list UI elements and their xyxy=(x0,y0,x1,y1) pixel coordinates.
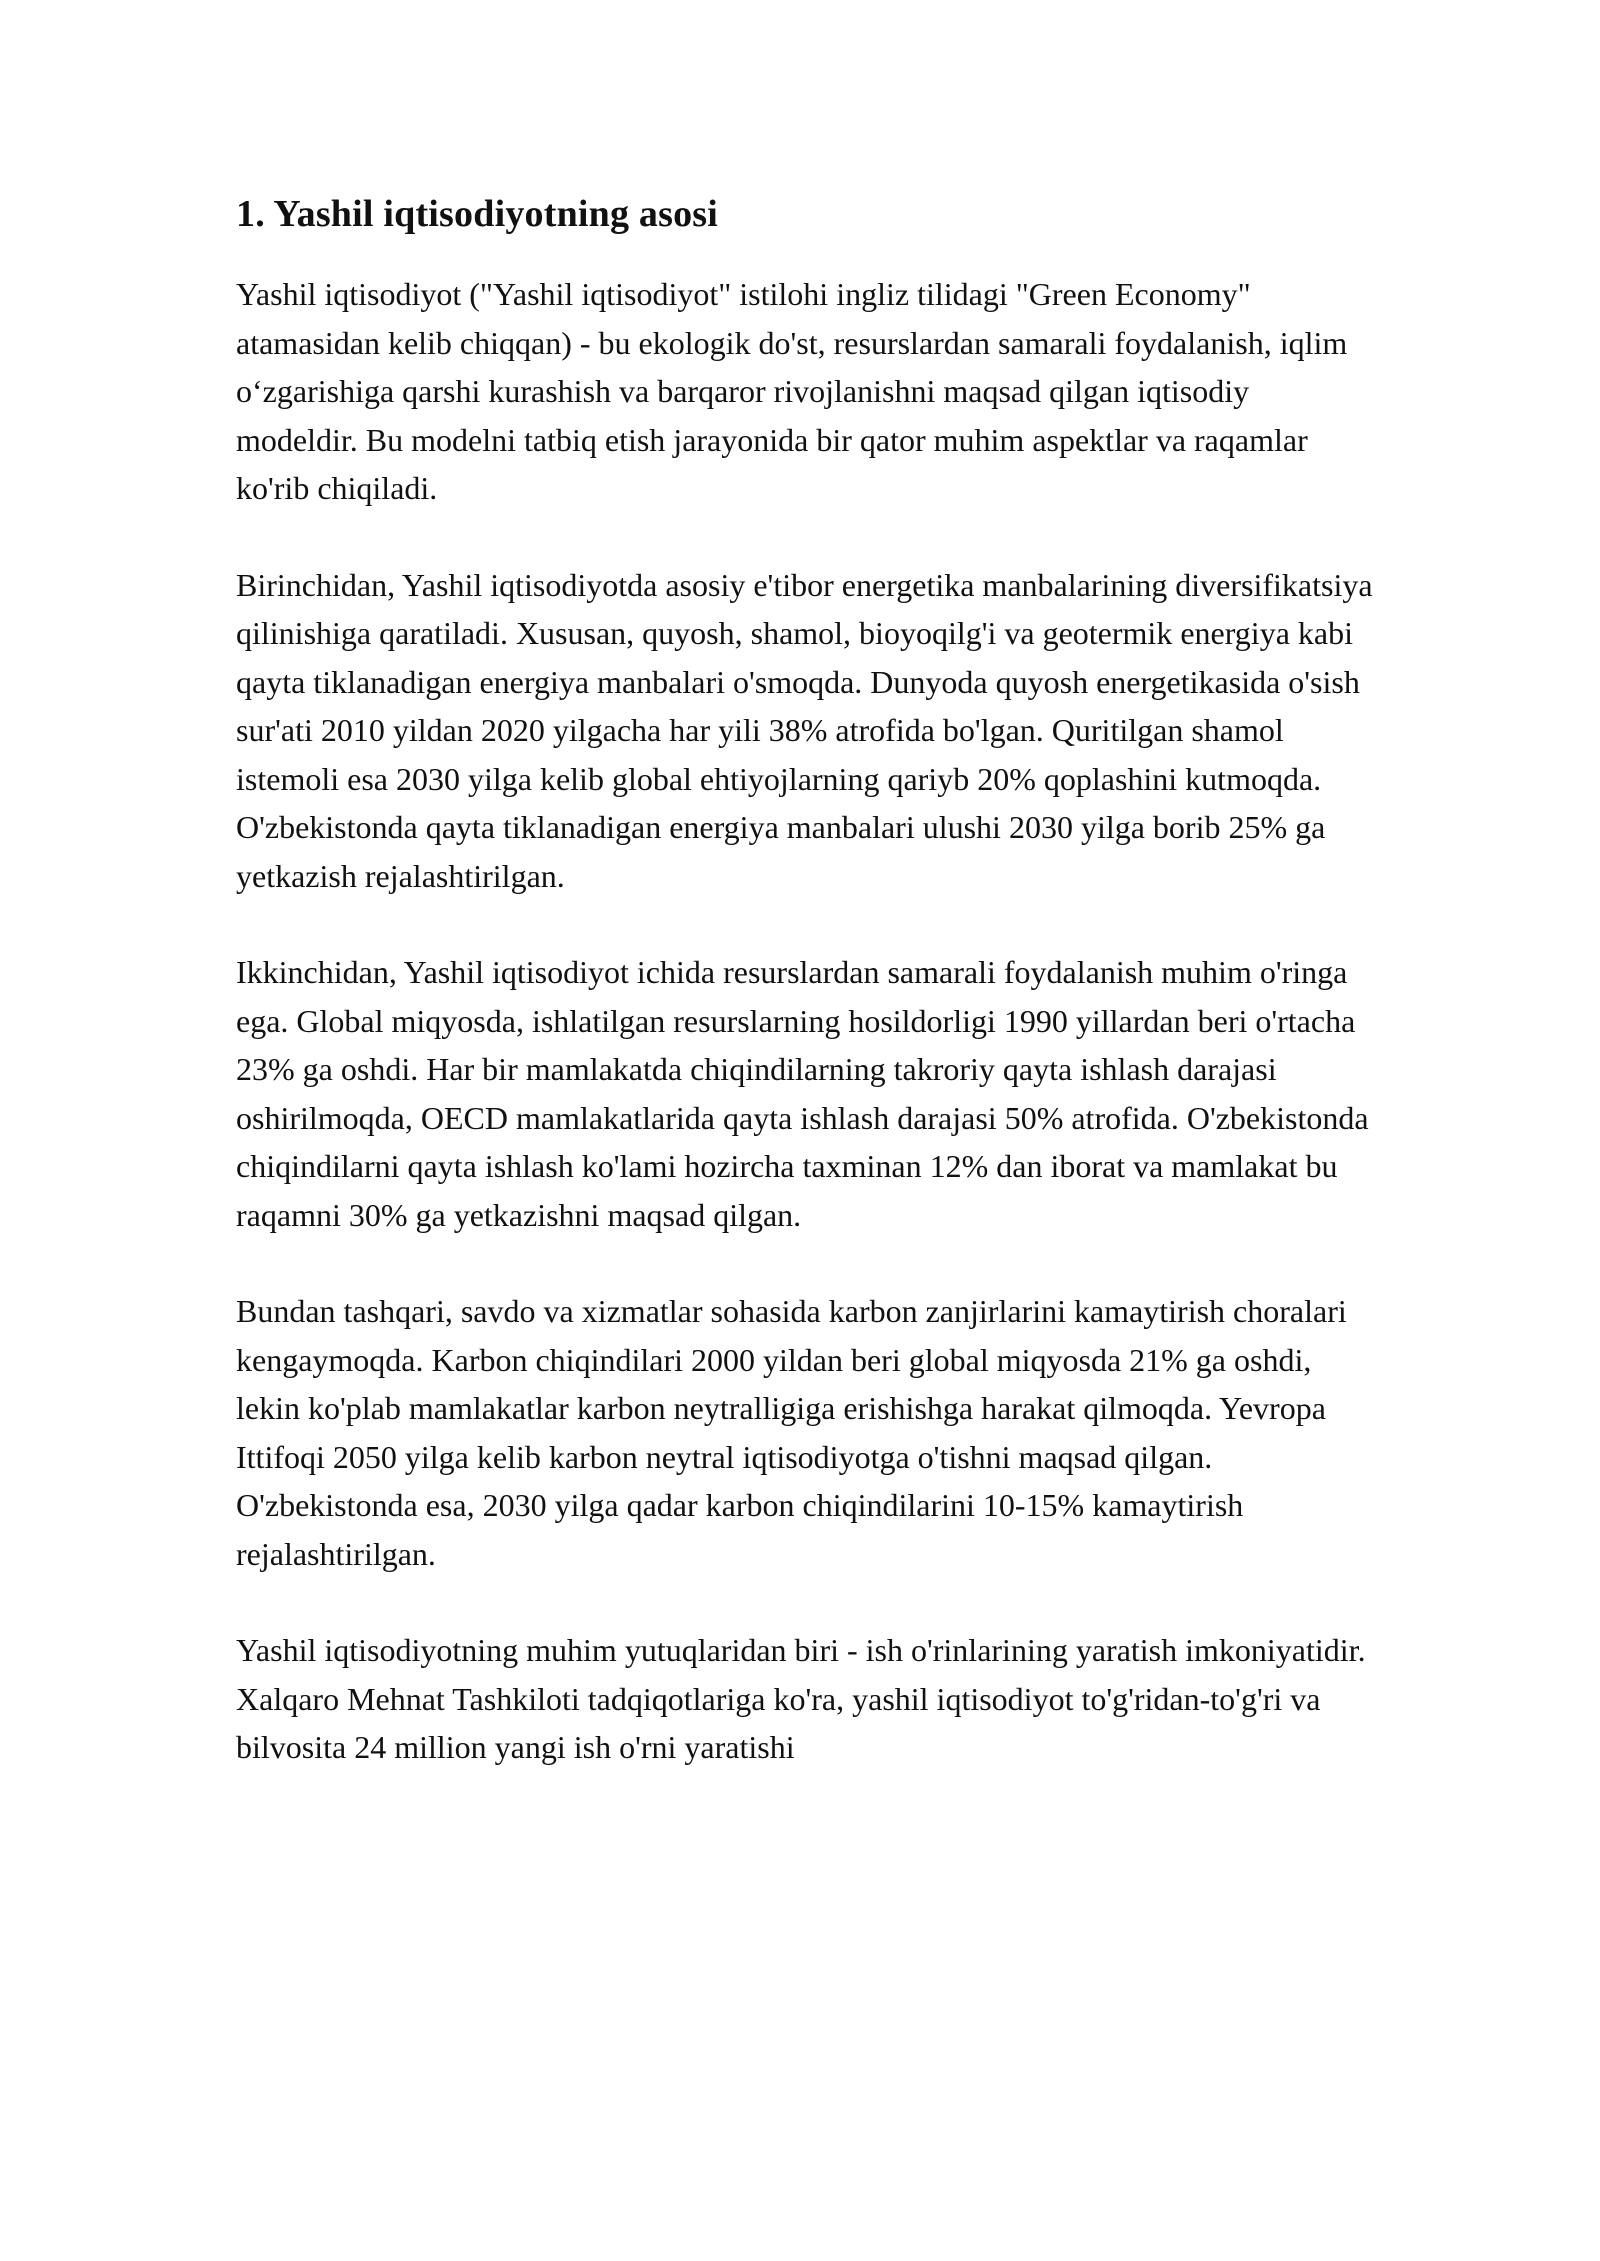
document-body xyxy=(236,188,1376,1820)
section-heading: 1. Yashil iqtisodiyotning asosi xyxy=(236,193,719,235)
paragraph-intro: Yashil iqtisodiyot ("Yashil iqtisodiyot" istilohi ingliz tilidagi "Green Economy" atamasidan kelib chiqqan) - bu ekologik do'st, resurslardan samarali foydalanish, iqlim o‘zgarishiga qarshi kurashish va barqaror rivojlanishni maqsad qilgan iqtisodiy modeldir. Bu modelni tatbiq etish jarayonida bir qator muhim aspektlar va raqamlar ko'rib chiqiladi. xyxy=(236,276,1348,506)
paragraph-carbon: Bundan tashqari, savdo va xizmatlar sohasida karbon zanjirlarini kamaytirish choralari kengaymoqda. Karbon chiqindilari 2000 yildan beri global miqyosda 21% ga oshdi, lekin ko'plab mamlakatlar karbon neytralligiga erishishga harakat qilmoqda. Yevropa Ittifoqi 2050 yilga kelib karbon neytral iqtisodiyotga o'tishni maqsad qilgan. O'zbekistonda esa, 2030 yilga qadar karbon chiqindilarini 10-15% kamaytirish rejalashtirilgan. xyxy=(236,1293,1347,1572)
paragraph-energy: Birinchidan, Yashil iqtisodiyotda asosiy e'tibor energetika manbalarining diversifikatsiya qilinishiga qaratiladi. Xususan, quyosh, shamol, bioyoqilg'i va geotermik energiya kabi qayta tiklanadigan energiya manbalari o'smoqda. Dunyoda quyosh energetikasida o'sish sur'ati 2010 yildan 2020 yilgacha har yili 38% atrofida bo'lgan. Quritilgan shamol istemoli esa 2030 yilga kelib global ehtiyojlarning qariyb 20% qoplashini kutmoqda. O'zbekistonda qayta tiklanadigan energiya manbalari ulushi 2030 yilga borib 25% ga yetkazish rejalashtirilgan. xyxy=(236,566,1373,894)
paragraph-resources: Ikkinchidan, Yashil iqtisodiyot ichida resurslardan samarali foydalanish muhim o'ringa ega. Global miqyosda, ishlatilgan resurslarning hosildorligi 1990 yillardan beri o'rtacha 23% ga oshdi. Har bir mamlakatda chiqindilarning takroriy qayta ishlash darajasi oshirilmoqda, OECD mamlakatlarida qayta ishlash darajasi 50% atrofida. O'zbekistonda chiqindilarni qayta ishlash ko'lami hozircha taxminan 12% dan iborat va mamlakat bu raqamni 30% ga yetkazishni maqsad qilgan. xyxy=(236,954,1369,1233)
paragraph-jobs: Yashil iqtisodiyotning muhim yutuqlaridan biri - ish o'rinlarining yaratish imkoniyatidir. Xalqaro Mehnat Tashkiloti tadqiqotlariga ko'ra, yashil iqtisodiyot to'g'ridan-to'g'ri va bilvosita 24 million yangi ish o'rni yaratishi xyxy=(236,1632,1366,1765)
